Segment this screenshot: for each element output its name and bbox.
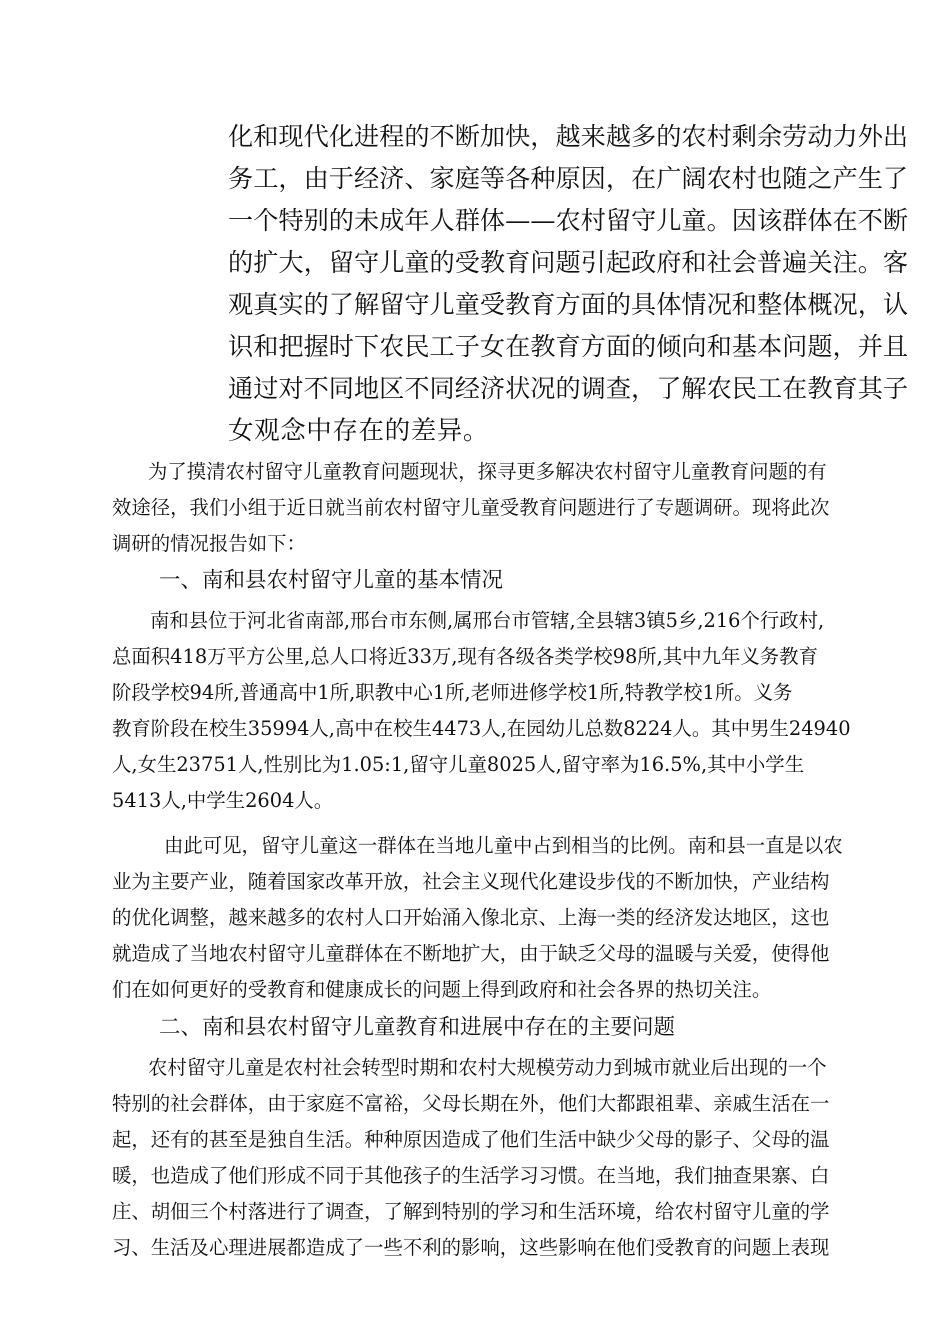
paragraph-line: 人,女生23751人,性别比为1.05:1,留守儿童8025人,留守率为16.5%,其中小学生 <box>112 753 805 776</box>
paragraph-line: 由此可见，留守儿童这一群体在当地儿童中占到相当的比例。南和县一直是以农 <box>164 834 843 857</box>
abstract-line: 一个特别的未成年人群体——农村留守儿童。因该群体在不断 <box>228 206 909 235</box>
abstract-line: 化和现代化进程的不断加快，越来越多的农村剩余劳动力外出 <box>228 122 909 151</box>
paragraph-line: 暖，也造成了他们形成不同于其他孩子的生活学习习惯。在当地，我们抽查果寨、白 <box>112 1164 830 1187</box>
abstract-line: 观真实的了解留守儿童受教育方面的具体情况和整体概况，认 <box>228 290 909 319</box>
intro-line: 调研的情况报告如下： <box>112 532 306 555</box>
paragraph-line: 的优化调整，越来越多的农村人口开始涌入像北京、上海一类的经济发达地区，这也 <box>112 906 830 929</box>
paragraph-line: 农村留守儿童是农村社会转型时期和农村大规模劳动力到城市就业后出现的一个 <box>148 1056 827 1079</box>
paragraph-line: 阶段学校94所,普通高中1所,职教中心1所,老师进修学校1所,特教学校1所。义务 <box>112 681 793 704</box>
paragraph-line: 总面积418万平方公里,总人口将近33万,现有各级各类学校98所,其中九年义务教育 <box>112 645 818 668</box>
section-heading: 二、南和县农村留守儿童教育和进展中存在的主要问题 <box>159 1015 676 1040</box>
paragraph-line: 习、生活及心理进展都造成了一些不利的影响，这些影响在他们受教育的问题上表现 <box>112 1236 830 1259</box>
paragraph-line: 就造成了当地农村留守儿童群体在不断地扩大，由于缺乏父母的温暖与关爱，使得他 <box>112 942 830 965</box>
paragraph-line: 5413人,中学生2604人。 <box>112 789 334 812</box>
paragraph-line: 南和县位于河北省南部,邢台市东侧,属邢台市管辖,全县辖3镇5乡,216个行政村, <box>150 609 825 632</box>
intro-line: 为了摸清农村留守儿童教育问题现状，探寻更多解决农村留守儿童教育问题的有 <box>148 460 827 483</box>
paragraph-line: 起，还有的甚至是独自生活。种种原因造成了他们生活中缺少父母的影子、父母的温 <box>112 1128 830 1151</box>
abstract-line: 女观念中存在的差异。 <box>228 416 490 446</box>
paragraph-line: 庄、胡佃三个村落进行了调查，了解到特别的学习和生活环境，给农村留守儿童的学 <box>112 1200 830 1223</box>
paragraph-line: 教育阶段在校生35994人,高中在校生4473人,在园幼儿总数8224人。其中男生24940 <box>112 717 851 740</box>
paragraph-line: 业为主要产业，随着国家改革开放，社会主义现代化建设步伐的不断加快，产业结构 <box>112 870 830 893</box>
abstract-line: 通过对不同地区不同经济状况的调查，了解农民工在教育其子 <box>228 374 909 403</box>
section-heading: 一、南和县农村留守儿童的基本情况 <box>159 568 504 593</box>
abstract-line: 的扩大，留守儿童的受教育问题引起政府和社会普遍关注。客 <box>228 248 909 277</box>
paragraph-line: 们在如何更好的受教育和健康成长的问题上得到政府和社会各界的热切关注。 <box>112 978 772 1001</box>
intro-line: 效途径，我们小组于近日就当前农村留守儿童受教育问题进行了专题调研。现将此次 <box>112 496 830 519</box>
abstract-line: 务工，由于经济、家庭等各种原因，在广阔农村也随之产生了 <box>228 164 909 193</box>
paragraph-line: 特别的社会群体，由于家庭不富裕，父母长期在外，他们大都跟祖辈、亲戚生活在一 <box>112 1092 830 1115</box>
abstract-line: 识和把握时下农民工子女在教育方面的倾向和基本问题，并且 <box>228 332 909 361</box>
